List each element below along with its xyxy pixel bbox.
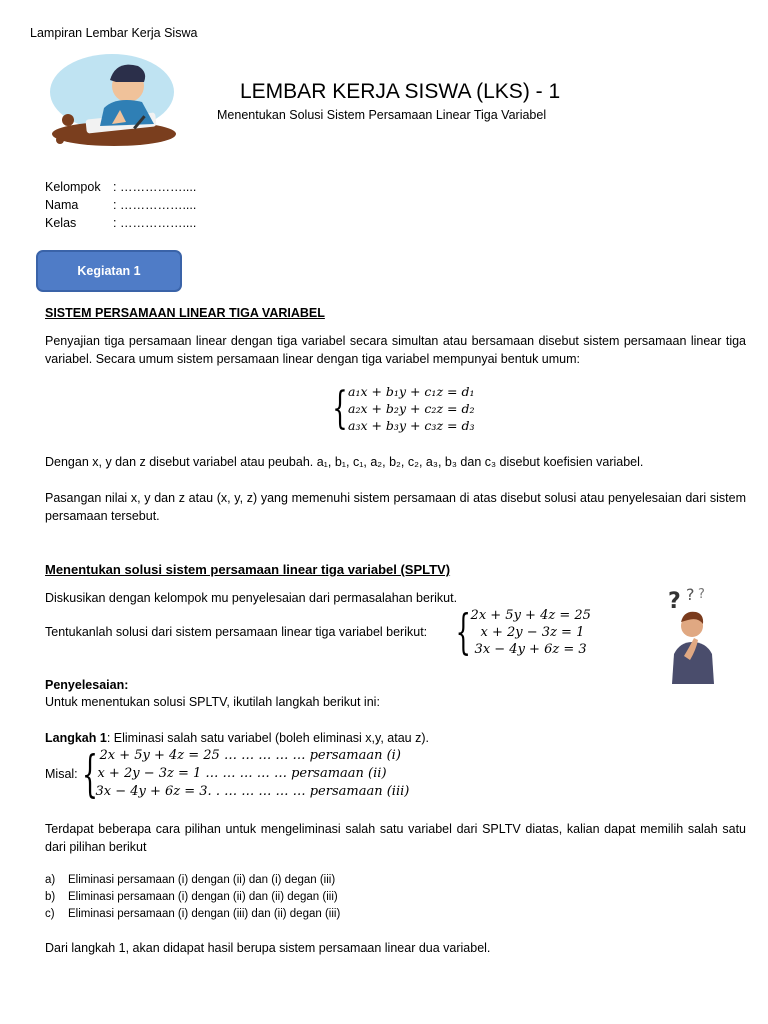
step1-text: : Eliminasi salah satu variabel (boleh eliminasi x,y, atau z). (106, 731, 429, 745)
option-a (45, 872, 335, 889)
task-equation: x + 2y − 3z = 1 (480, 624, 585, 640)
identity-value: : …………….... (113, 180, 197, 194)
option-letter: c) (45, 908, 55, 920)
task-system: { 2x + 5y + 4z = 25 x + 2y − 3z = 1 3x − 4y + 6z = 3 (455, 604, 591, 660)
discuss-text: Diskusikan dengan kelompok mu penyelesaian dari permasalahan berikut. (45, 591, 458, 605)
solution-intro: Untuk menentukan solusi SPLTV, ikutilah langkah berikut ini: (45, 695, 380, 709)
general-form-line: a₁x + b₁y + c₁z = d₁ (348, 384, 475, 399)
section-heading-spltv: SISTEM PERSAMAAN LINEAR TIGA VARIABEL (45, 306, 325, 320)
task-equation: 2x + 5y + 4z = 25 (470, 607, 591, 623)
option-letter: b) (45, 891, 56, 903)
svg-text:?: ? (698, 587, 705, 602)
svg-text:?: ? (668, 589, 681, 614)
step1-label: Langkah 1 (45, 731, 107, 745)
option-text: Eliminasi persamaan (i) dengan (ii) dan (ii) degan (iii) (68, 891, 338, 903)
misal-equation: 3x − 4y + 6z = 3. . … … … … … persamaan (iii) (95, 784, 410, 799)
variables-paragraph: Dengan x, y dan z disebut variabel atau peubah. a₁, b₁, c₁, a₂, b₂, c₂, a₃, b₃ dan c₃ disebut koefisien variabel. (45, 455, 644, 469)
misal-label: Misal: (45, 767, 78, 781)
identity-row-name (45, 198, 196, 212)
option-text: Eliminasi persamaan (i) dengan (ii) dan (i) degan (iii) (68, 874, 336, 886)
closing-text: Dari langkah 1, akan didapat hasil berupa sistem persamaan linear dua variabel. (45, 941, 491, 955)
misal-equation: x + 2y − 3z = 1 … … … … … persamaan (ii) (97, 766, 387, 781)
option-c (45, 906, 340, 923)
option-letter: a) (45, 874, 56, 886)
option-text: Eliminasi persamaan (i) dengan (iii) dan (ii) degan (iii) (68, 908, 341, 920)
solution-definition-paragraph: Pasangan nilai x, y dan z atau (x, y, z) yang memenuhi sistem persamaan di atas disebut solusi atau penyelesaian dari sistem persamaan tersebut. (45, 491, 746, 523)
page-subtitle: Menentukan Solusi Sistem Persamaan Linear Tiga Variabel (217, 108, 547, 122)
activity-button[interactable]: Kegiatan 1 (36, 250, 182, 292)
svg-text:?: ? (686, 585, 695, 604)
misal-equation: 2x + 5y + 4z = 25 … … … … … persamaan (i) (99, 748, 401, 763)
solution-heading: Penyelesaian: (45, 678, 129, 692)
choice-paragraph: Terdapat beberapa cara pilihan untuk mengeliminasi salah satu variabel dari SPLTV diatas, kalian dapat memilih salah satu dari pilihan berikut (45, 822, 746, 854)
identity-row-group (45, 180, 196, 194)
option-b (45, 889, 338, 906)
student-writing-illustration (46, 52, 182, 150)
general-form-line: a₃x + b₃y + c₃z = d₃ (348, 418, 475, 433)
identity-label: Kelompok (45, 180, 101, 194)
general-form-line: a₂x + b₂y + c₂z = d₂ (348, 401, 475, 416)
step1-line (45, 731, 429, 745)
intro-paragraph: Penyajian tiga persamaan linear dengan tiga variabel secara simultan atau bersamaan disebut sistem persamaan linear tiga variabel. Secara umum sistem persamaan linear dengan tiga variabel mempunyai bentuk umum: (45, 334, 746, 366)
task-equation: 3x − 4y + 6z = 3 (474, 641, 587, 657)
task-text: Tentukanlah solusi dari sistem persamaan linear tiga variabel berikut: (45, 625, 428, 639)
identity-value: : …………….... (113, 216, 197, 230)
section-heading-solution: Menentukan solusi sistem persamaan linear tiga variabel (SPLTV) (45, 562, 451, 577)
identity-label: Nama (45, 198, 79, 212)
identity-label: Kelas (45, 216, 77, 230)
general-form-system: { a₁x + b₁y + c₁z = d₁ a₂x + b₂y + c₂z = d₂ a₃x + b₃y + c₃z = d₃ (332, 382, 475, 434)
thinking-person-illustration (660, 584, 722, 686)
identity-value: : …………….... (113, 198, 197, 212)
page-title: LEMBAR KERJA SISWA (LKS) - 1 (240, 80, 561, 103)
top-label: Lampiran Lembar Kerja Siswa (30, 26, 198, 40)
identity-row-class (45, 216, 196, 230)
misal-system: Misal: { 2x + 5y + 4z = 25 … … … … … persamaan (i) x + 2y − 3z = 1 … … … … … persamaan (ii) 3x − 4y + 6z = 3. . … … … … … persamaan (iii) (45, 745, 410, 803)
